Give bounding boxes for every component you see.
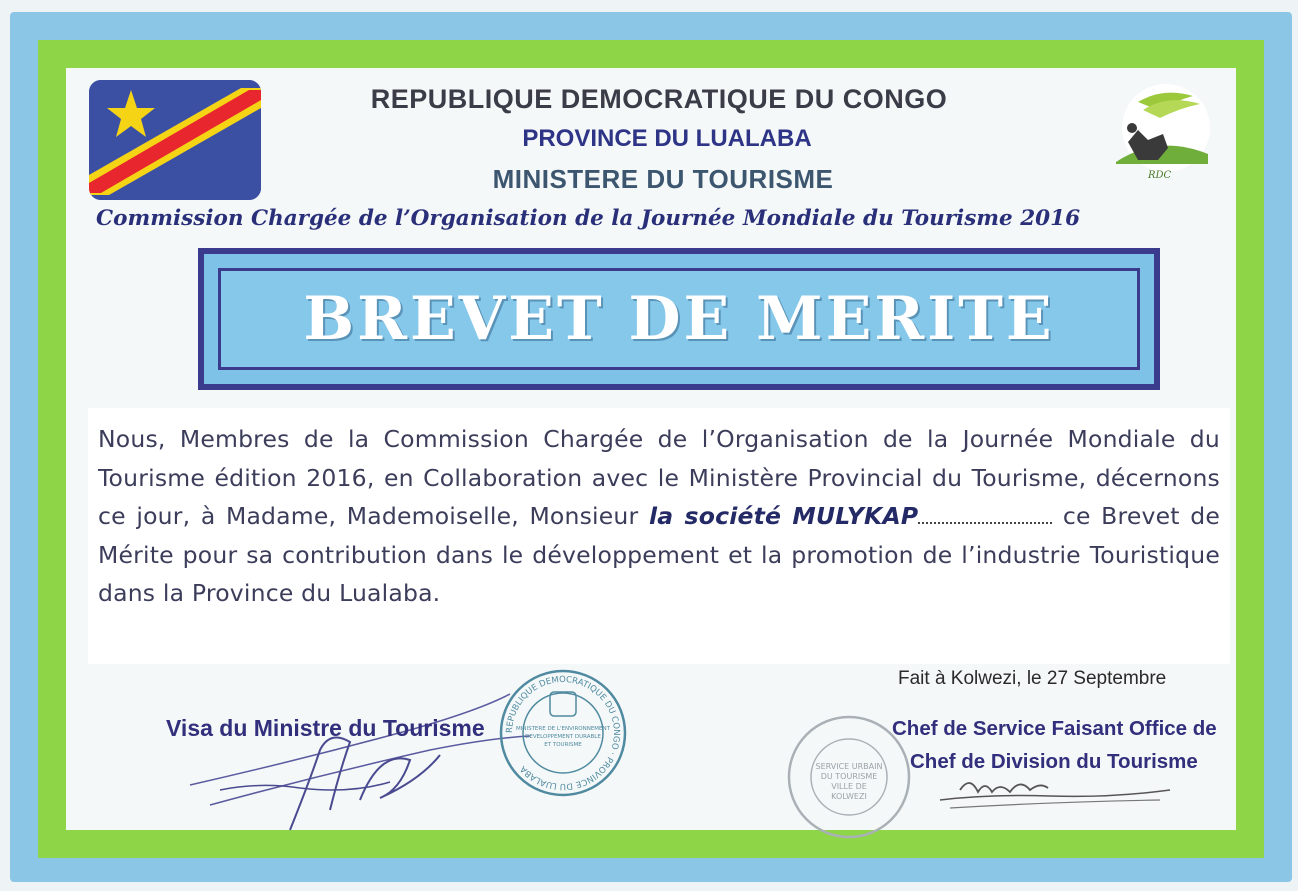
visa-label: Visa du Ministre du Tourisme — [166, 715, 485, 741]
chef-label-line2: Chef de Division du Tourisme — [910, 750, 1198, 773]
svg-text:MINISTERE DE L'ENVIRONNEMENT: MINISTERE DE L'ENVIRONNEMENT — [515, 726, 611, 732]
chef-signature — [930, 770, 1180, 820]
recipient-dotted-line — [918, 508, 1052, 524]
svg-text:ET TOURISME: ET TOURISME — [544, 742, 582, 748]
certificate-body — [98, 420, 1220, 613]
svg-text:REPUBLIQUE DEMOCRATIQUE DU CON: REPUBLIQUE DEMOCRATIQUE DU CONGO · PROVINCE DU LUALABA — [504, 674, 622, 792]
body-text-part1: Nous, Membres de la Commission Chargée de l’Organisation de la Journée Mondiale du Tourisme édition 2016, en Collaboration avec le Ministère Provincial du Tourisme, décernons ce jour, à Madame, Mademoiselle, Monsieur — [98, 425, 1220, 530]
header-country: REPUBLIQUE DEMOCRATIQUE DU CONGO — [370, 84, 948, 114]
certificate-title: BREVET DE MERITE — [303, 284, 1055, 354]
chef-label-line1: Chef de Service Faisant Office de — [892, 717, 1217, 740]
logo-caption: RDC — [1148, 170, 1172, 181]
svg-text:DU TOURISME: DU TOURISME — [820, 772, 878, 781]
body-text-part2: ce Brevet de Mérite pour sa contribution dans le développement et la promotion de l’industrie Touristique dans la Province du Lualaba. — [98, 502, 1220, 607]
title-banner — [198, 248, 1160, 390]
svg-text:KOLWEZI: KOLWEZI — [831, 792, 867, 801]
official-stamp-icon — [498, 668, 628, 798]
svg-text:VILLE DE: VILLE DE — [831, 782, 867, 791]
commission-subtitle: Commission Chargée de l’Organisation de la Journée Mondiale du Tourisme 2016 — [96, 206, 1081, 231]
svg-text:DEVELOPPEMENT DURABLE: DEVELOPPEMENT DURABLE — [525, 734, 601, 740]
svg-text:SERVICE URBAIN: SERVICE URBAIN — [815, 762, 883, 771]
minister-signature — [180, 690, 540, 840]
header-province: PROVINCE DU LUALABA — [522, 125, 812, 152]
header-ministry: MINISTERE DU TOURISME — [492, 164, 834, 194]
recipient-name: la société MULYKAP — [648, 502, 919, 530]
place-date: Fait à Kolwezi, le 27 Septembre — [898, 668, 1167, 689]
